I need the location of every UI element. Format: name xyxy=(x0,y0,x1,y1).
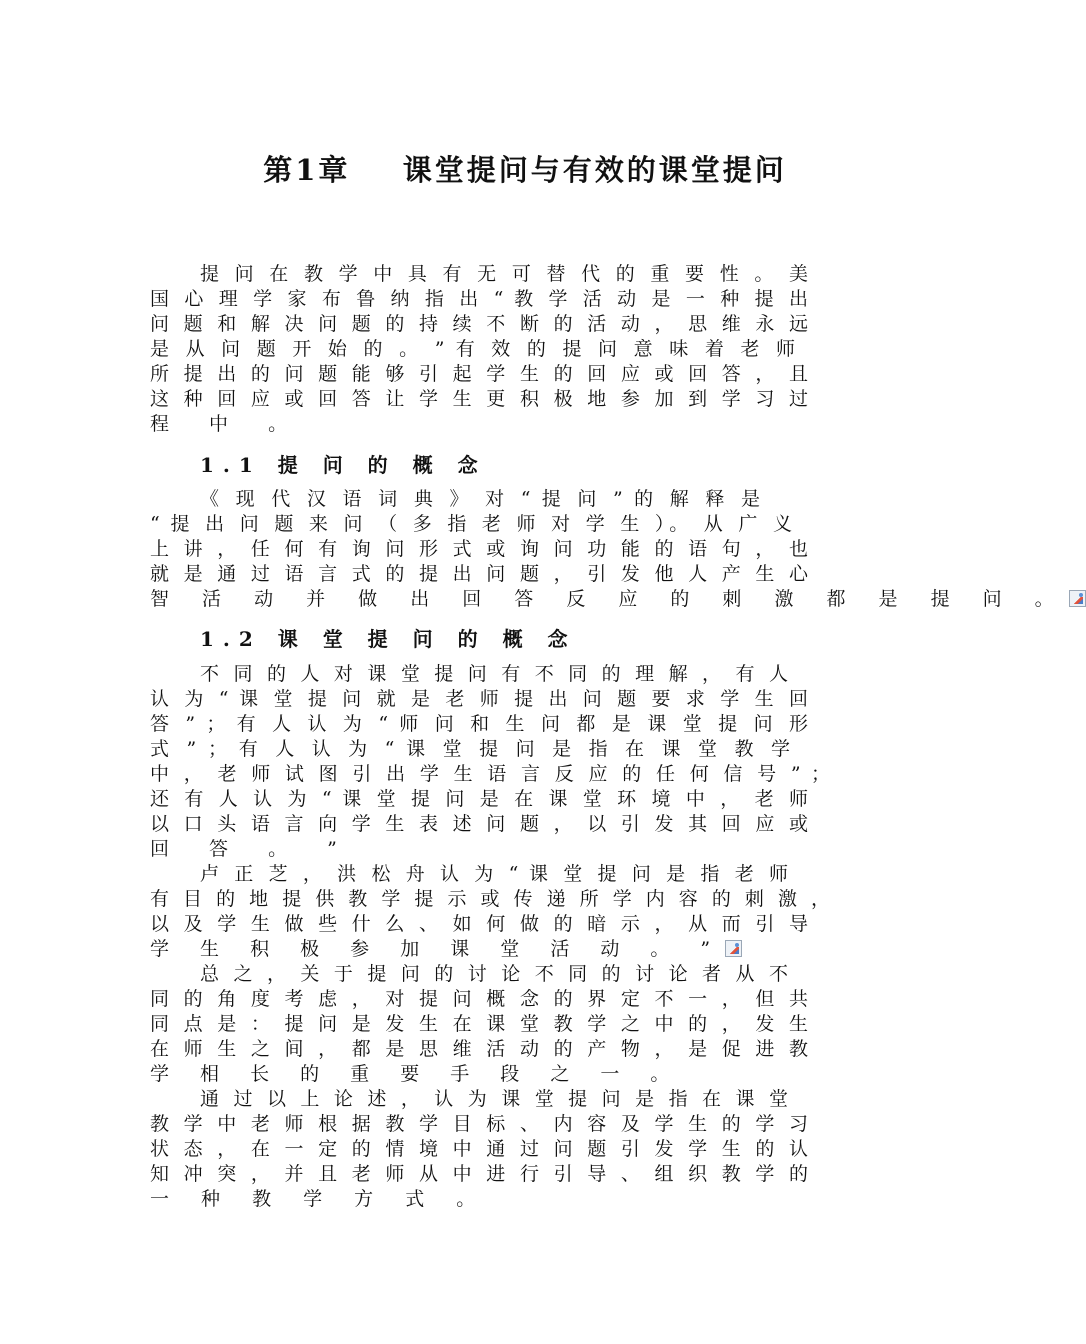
section2-p4-line: 教 学 中 老 师 根 据 教 学 目 标 、 内 容 及 学 生 的 学 习 xyxy=(150,1113,808,1135)
intro-line: 这 种 回 应 或 回 答 让 学 生 更 积 极 地 参 加 到 学 习 过 xyxy=(150,388,808,410)
section2-p4-line: 知 冲 突 ， 并 且 老 师 从 中 进 行 引 导 、 组 织 教 学 的 xyxy=(150,1163,808,1185)
section2-p2-line: 有 目 的 地 提 供 教 学 提 示 或 传 递 所 学 内 容 的 刺 激 ， xyxy=(150,888,830,910)
section2-p4-line: 一 种 教 学 方 式 。 xyxy=(150,1188,489,1210)
section2-p4-line: 状 态 ， 在 一 定 的 情 境 中 通 过 问 题 引 发 学 生 的 认 xyxy=(150,1138,808,1160)
section2-p1-line: 还 有 人 认 为 “ 课 堂 提 问 是 在 课 堂 环 境 中 ， 老 师 xyxy=(150,788,808,810)
chapter-title: 第1章 课堂提问与有效的课堂提问 xyxy=(263,153,787,187)
intro-line: 所 提 出 的 问 题 能 够 引 起 学 生 的 回 应 或 回 答 ， 且 xyxy=(150,363,808,385)
section2-p1-line: 以 口 头 语 言 向 学 生 表 述 问 题 ， 以 引 发 其 回 应 或 xyxy=(150,813,808,835)
section2-p3-line: 在 师 生 之 间 ， 都 是 思 维 活 动 的 产 物 ， 是 促 进 教 xyxy=(150,1038,808,1060)
section2-p1-line: 中 ， 老 师 试 图 引 出 学 生 语 言 反 应 的 任 何 信 号 ” ； xyxy=(150,763,830,785)
intro-line: 问 题 和 解 决 问 题 的 持 续 不 断 的 活 动 ， 思 维 永 远 xyxy=(150,313,808,335)
section2-p1-line: 式 ” ； 有 人 认 为 “ 课 堂 提 问 是 指 在 课 堂 教 学 xyxy=(150,738,790,760)
broken-image-icon xyxy=(1069,590,1086,607)
section2-p1-line: 回 答 。 ” xyxy=(150,838,354,860)
section1-line: 上 讲 ， 任 何 有 询 问 形 式 或 询 问 功 能 的 语 句 ， 也 xyxy=(150,538,808,560)
section1-line-last xyxy=(150,587,1086,611)
intro-line: 是 从 问 题 开 始 的 。 ” 有 效 的 提 问 意 味 着 老 师 xyxy=(150,338,795,360)
section2-p1-line: 答 ” ； 有 人 认 为 “ 师 问 和 生 问 都 是 课 堂 提 问 形 xyxy=(150,713,808,735)
section2-p4-line: 通 过 以 上 论 述 ， 认 为 课 堂 提 问 是 指 在 课 堂 xyxy=(200,1088,788,1110)
intro-line: 国 心 理 学 家 布 鲁 纳 指 出 “ 教 学 活 动 是 一 种 提 出 xyxy=(150,288,808,310)
section1-line-text: 智 活 动 并 做 出 回 答 反 应 的 刺 激 都 是 提 问 。 xyxy=(150,588,1068,610)
section1-line: 就 是 通 过 语 言 式 的 提 出 问 题 ， 引 发 他 人 产 生 心 xyxy=(150,563,808,585)
intro-line: 程 中 。 xyxy=(150,413,305,435)
section2-p2-line-text: 学 生 积 极 参 加 课 堂 活 动 。 ” xyxy=(150,938,723,960)
section2-p3-line: 同 点 是 ： 提 问 是 发 生 在 课 堂 教 学 之 中 的 ， 发 生 xyxy=(150,1013,808,1035)
section1-line: “ 提 出 问 题 来 问 （ 多 指 老 师 对 学 生 ）。 从 广 义 xyxy=(150,513,792,535)
section2-p3-line: 学 相 长 的 重 要 手 段 之 一 。 xyxy=(150,1063,682,1085)
section2-p1-line: 认 为 “ 课 堂 提 问 就 是 老 师 提 出 问 题 要 求 学 生 回 xyxy=(150,688,808,710)
section2-p3-line: 总 之 ， 关 于 提 问 的 讨 论 不 同 的 讨 论 者 从 不 xyxy=(200,963,788,985)
section2-p3-line: 同 的 角 度 考 虑 ， 对 提 问 概 念 的 界 定 不 一 ， 但 共 xyxy=(150,988,808,1010)
section-heading: 1.1 提 问 的 概 念 xyxy=(200,453,487,477)
section2-p2-line: 以 及 学 生 做 些 什 么 、 如 何 做 的 暗 示 ， 从 而 引 导 xyxy=(150,913,808,935)
intro-line: 提 问 在 教 学 中 具 有 无 可 替 代 的 重 要 性 。 美 xyxy=(200,263,808,285)
section2-p1-line: 不 同 的 人 对 课 堂 提 问 有 不 同 的 理 解 ， 有 人 xyxy=(200,663,788,685)
section2-p2-line-last xyxy=(150,937,742,961)
section2-p2-line: 卢 正 芝 ， 洪 松 舟 认 为 “ 课 堂 提 问 是 指 老 师 xyxy=(200,863,788,885)
section-heading: 1.2 课 堂 提 问 的 概 念 xyxy=(200,627,577,651)
section1-line: 《 现 代 汉 语 词 典 》 对 “ 提 问 ” 的 解 释 是 xyxy=(200,488,760,510)
broken-image-icon xyxy=(725,940,742,957)
